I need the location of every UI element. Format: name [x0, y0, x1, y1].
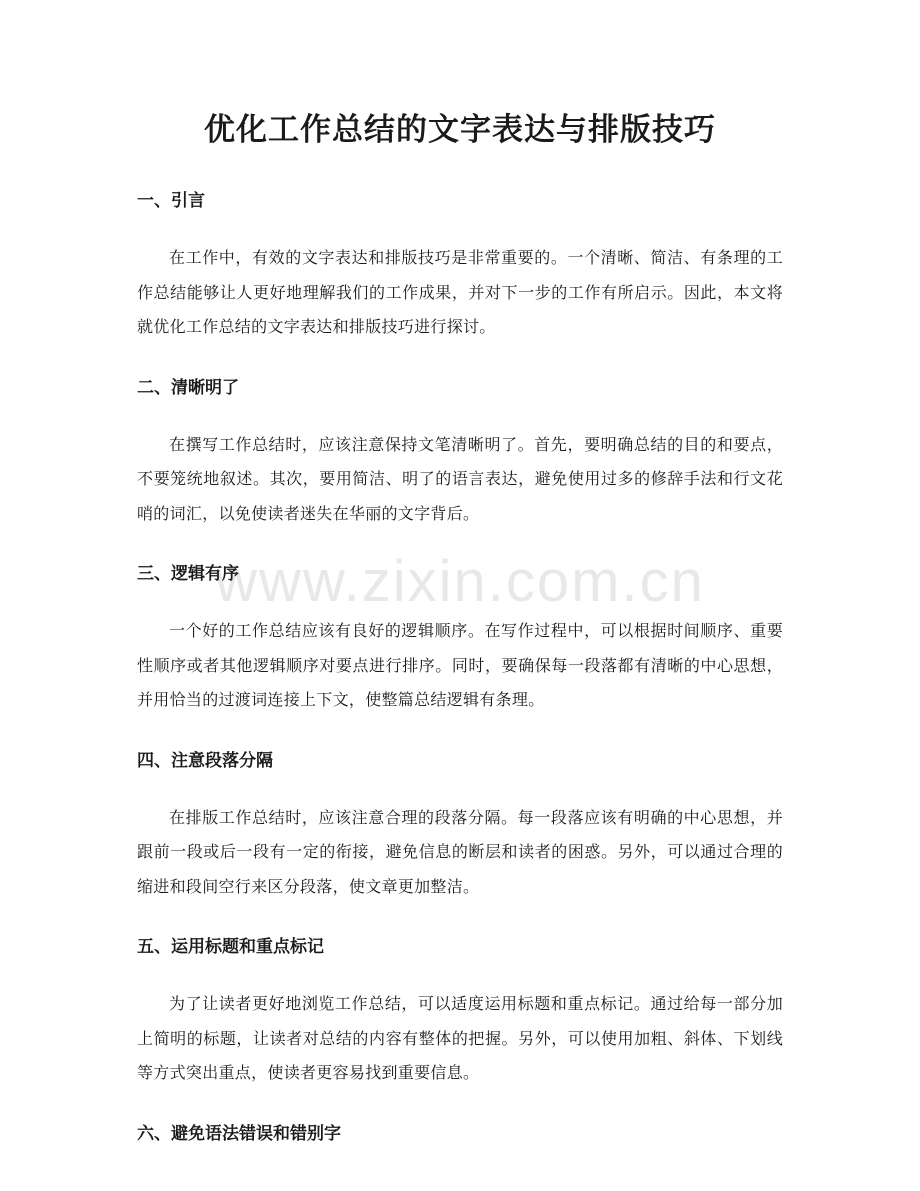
section-paragraph: 在排版工作总结时，应该注意合理的段落分隔。每一段落应该有明确的中心思想，并跟前一段或后一段有一定的衔接，避免信息的断层和读者的困惑。另外，可以通过合理的缩进和段间空行来区分段落，使文章更加整洁。 — [137, 807, 783, 896]
section-heading: 二、清晰明了 — [137, 377, 239, 398]
watermark: www.zixin.com.cn — [215, 549, 705, 614]
section-paragraph: 一个好的工作总结应该有良好的逻辑顺序。在写作过程中，可以根据时间顺序、重要性顺序或者其他逻辑顺序对要点进行排序。同时，要确保每一段落都有清晰的中心思想，并用恰当的过渡词连接上下文，使整篇总结逻辑有条理。 — [137, 621, 783, 709]
section-heading: 一、引言 — [137, 191, 205, 211]
section-headings-emphasis — [137, 932, 783, 1091]
section-logic — [137, 559, 783, 718]
section-paragraph: 在工作中，有效的文字表达和排版技巧是非常重要的。一个清晰、简洁、有条理的工作总结能够让人更好地理解我们的工作成果，并对下一步的工作有所启示。因此，本文将就优化工作总结的文字表达和排版技巧进行探讨。 — [137, 248, 783, 336]
section-paragraph: 为了让读者更好地浏览工作总结，可以适度运用标题和重点标记。通过给每一部分加上简明的标题，让读者对总结的内容有整体的把握。另外，可以使用加粗、斜体、下划线等方式突出重点，使读者更容易找到重要信息。 — [137, 994, 783, 1082]
section-heading: 五、运用标题和重点标记 — [137, 937, 324, 957]
section-introduction — [137, 186, 783, 345]
section-heading: 三、逻辑有序 — [137, 564, 239, 584]
section-paragraph-separation — [137, 746, 783, 905]
section-heading: 四、注意段落分隔 — [137, 750, 273, 771]
document-title: 优化工作总结的文字表达与排版技巧 — [204, 112, 716, 148]
section-clarity — [137, 373, 783, 532]
document-body — [137, 186, 783, 1177]
section-heading: 六、避免语法错误和错别字 — [137, 1123, 341, 1144]
section-paragraph: 在撰写工作总结时，应该注意保持文笔清晰明了。首先，要明确总结的目的和要点，不要笼统地叙述。其次，要用简洁、明了的语言表达，避免使用过多的修辞手法和行文花哨的词汇，以免使读者迷失在华丽的文字背后。 — [137, 434, 783, 523]
section-grammar — [137, 1119, 783, 1149]
